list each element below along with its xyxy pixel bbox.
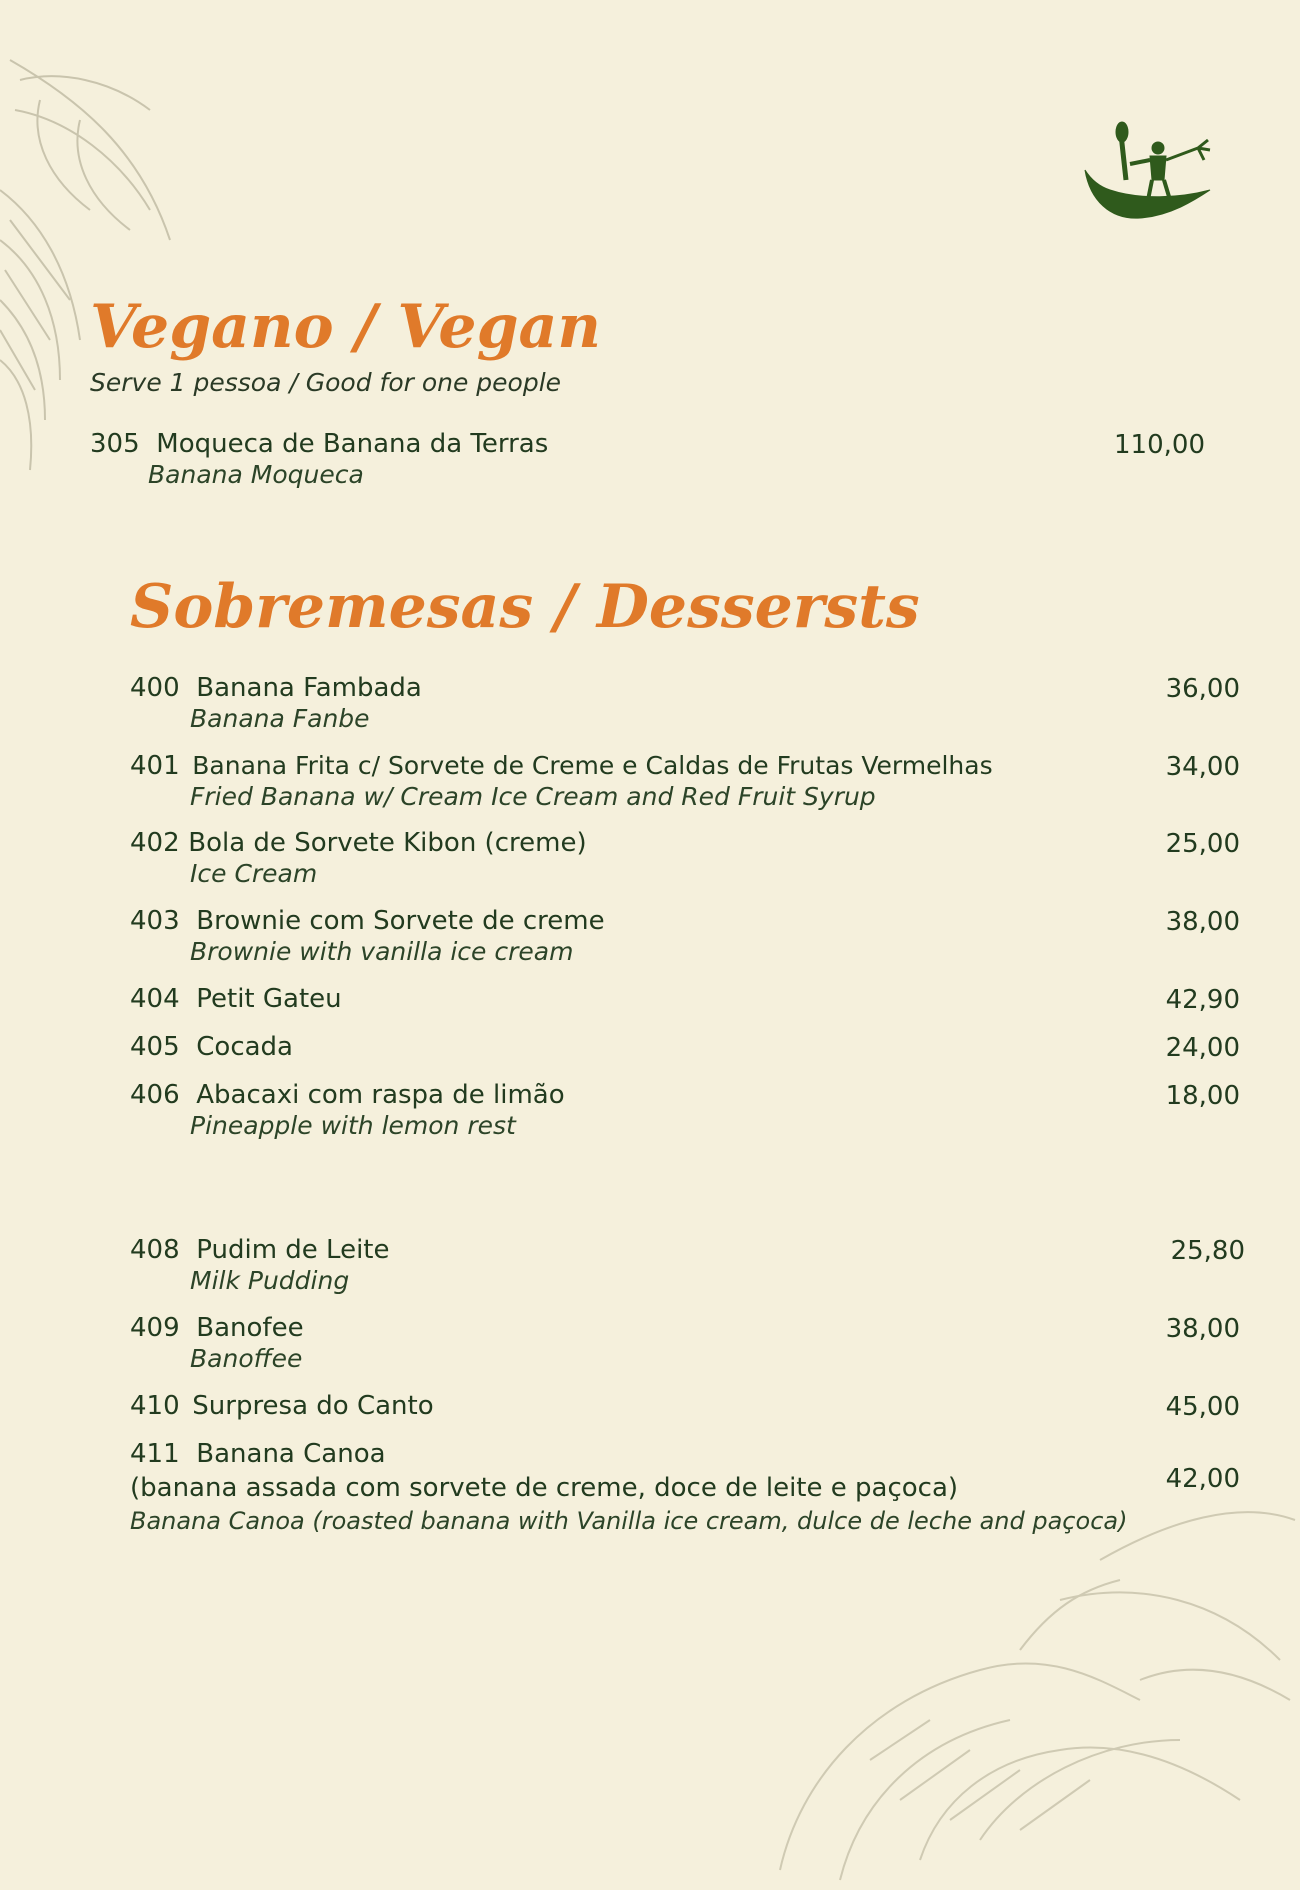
list-item	[130, 1079, 565, 1141]
item-price: 38,00	[1165, 907, 1240, 937]
item-name: Banana Fambada	[196, 673, 422, 703]
item-price: 45,00	[1165, 1392, 1240, 1422]
canoe-rower-logo-icon	[1080, 120, 1215, 235]
item-english-name: Pineapple with lemon rest	[190, 1111, 516, 1140]
item-price: 25,00	[1165, 829, 1240, 859]
item-price: 24,00	[1165, 1033, 1240, 1063]
item-code: 411	[130, 1439, 180, 1469]
list-item	[130, 1312, 304, 1374]
list-item	[130, 1390, 434, 1422]
item-name: Cocada	[196, 1032, 293, 1062]
item-name: Banana Canoa	[196, 1439, 386, 1469]
item-price: 18,00	[1165, 1081, 1240, 1111]
vegan-section-subtitle: Serve 1 pessoa / Good for one people	[90, 368, 562, 397]
item-price: 42,90	[1165, 985, 1240, 1015]
item-code: 409	[130, 1313, 180, 1343]
item-code: 403	[130, 906, 180, 936]
vegan-section-title: Vegano / Vegan	[90, 292, 602, 362]
item-english-name: Brownie with vanilla ice cream	[190, 937, 574, 966]
desserts-section-title: Sobremesas / Dessersts	[130, 572, 920, 642]
item-price: 34,00	[1165, 752, 1240, 782]
item-english-name: Banana Fanbe	[190, 704, 370, 733]
list-item	[130, 983, 342, 1015]
list-item	[130, 1234, 390, 1296]
item-english-name: Banoffee	[190, 1344, 303, 1373]
list-item	[130, 827, 587, 889]
item-price: 25,80	[1170, 1236, 1245, 1266]
list-item	[90, 428, 548, 490]
item-price: 38,00	[1165, 1314, 1240, 1344]
item-code: 405	[130, 1032, 180, 1062]
item-name: Banana Frita c/ Sorvete de Creme e Caldas de Frutas Vermelhas	[192, 751, 993, 780]
item-name: Banofee	[196, 1313, 304, 1343]
list-item	[130, 905, 605, 967]
item-code: 406	[130, 1080, 180, 1110]
list-item	[130, 1031, 293, 1063]
item-english-name: Fried Banana w/ Cream Ice Cream and Red Fruit Syrup	[190, 782, 876, 811]
item-name: Moqueca de Banana da Terras	[156, 429, 549, 459]
item-price: 42,00	[1165, 1464, 1240, 1494]
item-code: 402	[130, 828, 180, 858]
item-name: Brownie com Sorvete de creme	[196, 906, 605, 936]
item-price: 110,00	[1114, 430, 1205, 460]
item-code: 410	[130, 1391, 180, 1421]
item-code: 404	[130, 984, 180, 1014]
list-item	[130, 750, 993, 812]
item-code: 400	[130, 673, 180, 703]
item-name: Pudim de Leite	[196, 1235, 390, 1265]
item-english-name: Banana Moqueca	[148, 460, 364, 489]
item-english-name: Milk Pudding	[190, 1266, 350, 1295]
item-name: Bola de Sorvete Kibon (creme)	[188, 828, 587, 858]
list-item	[130, 672, 422, 734]
item-code: 401	[130, 751, 180, 781]
item-code: 408	[130, 1235, 180, 1265]
item-english-name: Banana Canoa (roasted banana with Vanilla ice cream, dulce de leche and paçoca)	[130, 1507, 1128, 1535]
item-code: 305	[90, 429, 140, 459]
item-english-name: Ice Cream	[190, 859, 318, 888]
item-name: Petit Gateu	[196, 984, 342, 1014]
list-item	[130, 1438, 1127, 1536]
item-description: (banana assada com sorvete de creme, doce de leite e paçoca)	[130, 1473, 959, 1503]
item-price: 36,00	[1165, 674, 1240, 704]
item-name: Abacaxi com raspa de limão	[196, 1080, 565, 1110]
item-name: Surpresa do Canto	[192, 1391, 434, 1421]
